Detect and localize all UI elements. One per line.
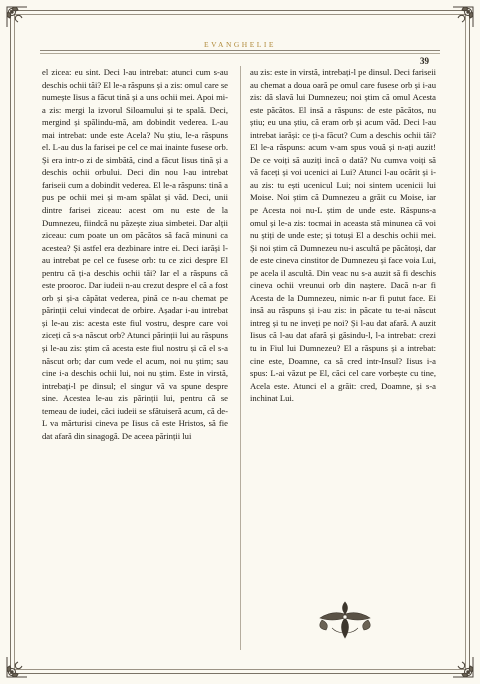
floral-corner-ornament-icon [450,654,476,680]
header-rule [40,50,440,51]
text-column-right [250,66,436,405]
text-column-left [42,66,228,442]
column-divider [240,66,241,650]
floral-tailpiece-ornament-icon [310,598,380,644]
running-title: EVANGHELIE [204,40,276,49]
floral-corner-ornament-icon [450,4,476,30]
column-text: au zis: este in virstă, intrebați-l pe dinsul. Deci fariseii au chemat a doua oară pe omul care fusese orb și i-au zis: dă slavă lui Dumnezeu; noi știm că omul Acesta este păcătos. El insă a răspuns: de este păcătos, nu știu; eu una știu, că eram orb și acum văd. Deci l-au intrebat iarăși: ce ți-a făcut? Cum a deschis ochii tăi? El le-a răspuns: acum v-am spus vouă și n-ați auzit! De ce voiți să auziți incă o dată? Nu cumva voiți să vă faceți și voi ucenici ai Lui? Atunci l-au ocărit și i-au zis: tu ești ucenicul Lui; noi sintem ucenicii lui Moise. Noi știm că Dumnezeu a grăit cu Moise, iar pe Acesta noi nu-L știm de unde este. Răspuns-a omul și le-a zis: tocmai in aceasta stă minunea că voi nu știți de unde este; și totuși El a deschis ochii mei. Și noi știm că Dumnezeu nu-i ascultă pe păcătoși, dar de este cineva cinstitor de Dumnezeu și face voia Lui, pe acela il ascultă. Din veac nu s-a auzit să fi deschis cineva ochii vreunui orb din naștere. Dacă n-ar fi Acesta de la Dumnezeu, nimic n-ar fi putut face. Ei insă au răspuns și i-au zis: in păcate tu te-ai născut intreg și tu ne inveți pe noi? Și l-au dat afară. A auzit Iisus că l-au dat afară și găsindu-l, l-a intrebat: crezi tu in Fiul lui Dumnezeu? El a răspuns și a intrebat: cine este, Doamne, ca să cred intr-Insul? Iisus i-a spus: L-ai văzut pe El, căci cel care vorbește cu tine, Acela este. Atunci el a grăit: cred, Doamne, și s-a inchinat Lui. [250,67,436,404]
floral-corner-ornament-icon [4,654,30,680]
header-rule-thin [40,53,440,54]
floral-corner-ornament-icon [4,4,30,30]
page-number: 39 [420,56,429,66]
column-text: el zicea: eu sint. Deci l-au intrebat: atunci cum s-au deschis ochii tăi? El le-a răspuns și a zis: omul care se numește Iisus a făcut tină și a uns ochii mei. Apoi mi-a zis: mergi la izvorul Siloamului și te spală. Deci, mergind și spălindu-mă, am dobindit vederea. L-au mai intrebat: unde este Acela? Nu știu, le-a răspuns el. L-au dus la farisei pe cel ce mai inainte fusese orb. Și era intr-o zi de simbătă, cind a făcut Iisus tină și a deschis ochii orbului. Deci din nou l-au intrebat fariseii cum a dobindit vederea. El le-a răspuns: tină a pus pe ochii mei și m-am spălat și văd. Deci, unii dintre farisei ziceau: acest om nu este de la Dumnezeu, fiindcă nu păzește ziua simbetei. Dar alții ziceau: cum poate un om păcătos să facă minuni ca acestea? Și astfel era dezbinare intre ei. Deci iarăși l-au intrebat pe cel ce fusese orb: tu ce zici despre El pentru că ți-a deschis ochii tăi? Iar el a răspuns că este prooroc. Dar iudeii n-au crezut despre el că a fost orb și și-a căpătat vederea, pină ce n-au chemat pe părinții celui vindecat de orbire. Așadar i-au intrebat și le-au zis: acesta este fiul vostru, despre care voi ziceți că s-a născut orb? Atunci părinții lui au răspuns și le-au zis: știm că acesta este fiul nostru și că el s-a născut orb; dar cum vede el acum, noi nu știm; sau cine i-a deschis ochii lui, noi nu știm. Este in virstă, intrebați-l pe dinsul; el singur vă va spune despre sine. Acestea le-au zis părinții lui, pentru că se temeau de iudei, căci iudeii se sfătuiseră acum, că de-L va mărturisi cineva pe Iisus că este Hristos, să fie dat afară din sinagogă. De aceea părinții lui [42,67,228,441]
